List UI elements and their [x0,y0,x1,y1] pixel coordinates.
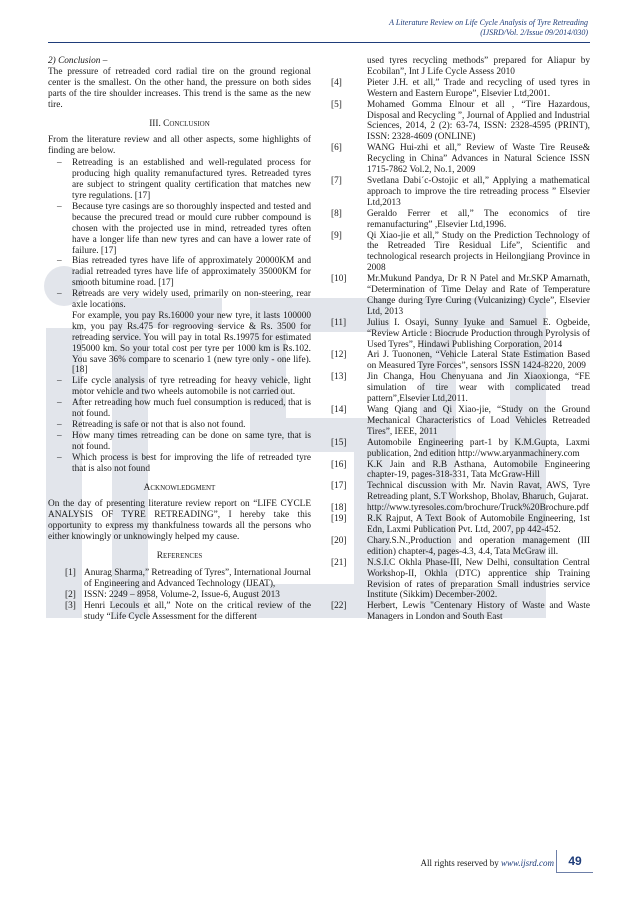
reference-item: [20] Chary.S.N.,Production and operation management (III edition) chapter-4, pages-4.3, 4.4, Tata McGraw ill. [331,535,590,557]
reference-item: [16] K.K Jain and R.B Asthana, Automobile Engineering chapter-19, pages-318-331, Tata McGraw-Hill [331,459,590,481]
page-number: 49 [556,850,593,873]
finding-item: – How many times retreading can be done on same tyre, that is not found. [57,430,311,452]
finding-item: – Life cycle analysis of tyre retreading for heavy vehicle, light motor vehicle and two wheels automobile is not carried out. [57,376,311,398]
finding-item: – Retreads are very widely used, primarily on non-steering, rear axle locations. [57,289,311,311]
footer-site-link[interactable]: www.ijsrd.com [500,858,554,868]
footer-rights [421,858,555,868]
reference-item: [2] ISSN: 2249 – 8958, Volume-2, Issue-6, August 2013 [65,589,280,600]
reference-item: [7] Svetlana Dabi´c-Ostojic et all,” Applying a mathematical approach to improve the tire retreading process ” Elsevier Ltd,2013 [331,175,590,208]
reference-item: [5] Mohamed Gomma Elnour et all , “Tire Hazardous, Disposal and Recycling ”, Journal of Applied and Industrial Sciences, 2014, 2 (2): 63-74, ISSN: 2328-4595 (PRINT), ISSN: 2328-4609 (ONLINE) [331,99,590,143]
header-title: A Literature Review on Life Cycle Analysis of Tyre Retreading [389,18,588,27]
reference-item: [9] Qi Xiao-jie et all,” Study on the Prediction Technology of the Retreaded Tire Residual Life”, Scientific and technological research projects in Heilongjiang Province in 2008 [331,230,590,274]
findings-list [48,158,311,474]
conclusion-intro: From the literature review and all other aspects, some highlights of finding are below. [48,135,311,157]
right-column [331,56,590,623]
running-header [389,18,588,38]
finding-item: – Retreading is safe or not that is also not found. [57,420,246,430]
finding-item: – Because tyre casings are so thoroughly inspected and tested and because the precured tread or mould cure rubber compound is chosen with the projected use in mind, retreaded tyres often have a longer life than new tyres and can have a lower rate of failure. [17] [57,201,311,256]
finding-item: – After retreading how much fuel consumption is reduced, that is not found. [57,398,311,420]
reference-item: [18] http://www.tyresoles.com/brochure/Truck%20Brochure.pdf [331,503,589,514]
reference-list-right [331,56,590,623]
reference-item: [13] Jin Changa, Hou Chenyuana and Jin Xiaoxionga, “FE simulation of tire wear with complicated tread pattern”,Elsevier Ltd,2011. [331,372,590,405]
reference-item: [15] Automobile Engineering part-1 by K.M.Gupta, Laxmi publication, 2nd edition http://www.aryanmachinery.com [331,437,590,459]
finding-item: – Bias retreaded tyres have life of approximately 20000KM and radial retreaded tyres have life of approximately 35000KM for smooth bitumine road. [17] [57,256,311,289]
reference-item: [6] WANG Hui-zhi et all,” Review of Waste Tire Reuse& Recycling in China” Advances in Natural Science ISSN 1715-7862 Vol.2, No.1, 2009 [331,143,590,176]
reference-item: [14] Wang Qiang and Qi Xiao-jie, “Study on the Ground Mechanical Characteristics of Load Vehicles Retreaded Tires”, IEEE, 2011 [331,405,590,437]
reference-item: [19] R.K Rajput, A Text Book of Automobile Engineering, 1st Edn, Laxmi Publication Pvt. Ltd, 2007, pp 442-452. [331,514,590,535]
reference-item: [12] Ari J. Tuononen, “Vehicle Lateral State Estimation Based on Measured Tyre Forces”, sensors ISSN 1424-8220, 2009 [331,350,590,372]
reference-list-left [48,568,311,623]
acknowledgment-text: On the day of presenting literature review report on “LIFE CYCLE ANALYSIS OF TYRE RETREADING”, I hereby take this opportunity to express my thankfulness towards all the persons who either knowingly or unknowingly helped my cause. [48,499,311,543]
acknowledgment-heading: Acknowledgment [143,482,216,493]
header-issue: (IJSRD/Vol. 2/Issue 09/2014/030) [480,28,588,37]
header-rule [48,42,590,43]
left-column [48,56,311,623]
finding-item-continued: For example, you pay Rs.16000 your new tyre, it lasts 100000 km, you pay Rs.475 for regrooving service & Rs. 3500 for retreading service. You will pay in total Rs.19975 for estimated 195000 km. So your total cost per tyre per 1000 km is Rs.102. You save 36% compare to scenario 1 (new tyre only - one life). [18] [72,310,311,376]
reference-continuation: used tyres recycling methods” prepared for Aliapur by Ecobilan”, Int J Life Cycle Assess 2010 [367,56,590,77]
reference-item: [17] Technical discussion with Mr. Navin Ravat, AWS, Tyre Retreading plant, S.T Workshop, Bholav, Bharuch, Gujarat. [331,481,590,503]
finding-item: – Retreading is an established and well-regulated process for producing high quality remanufactured tyres. Retreaded tyres are subject to stringent quality certification that matches new tyre regulations. [17] [57,158,311,201]
reference-item: [11] Julius I. Osayi, Sunny Iyuke and Samuel E. Ogbeide, “Review Article : Biocrude Production through Pyrolysis of Used Tyres”, Hindawi Publishing Corporation, 2014 [331,317,590,350]
conclusion-heading: III. Conclusion [149,118,210,129]
references-heading: References [156,551,203,562]
reference-item: [8] Geraldo Ferrer et all,” The economics of tire remanufacturing” ,Elsevier Ltd,1996. [331,208,590,230]
reference-item: [10] Mr.Mukund Pandya, Dr R N Patel and Mr.SKP Amarnath, “Determination of Time Delay and Rate of Temperature Change during Tyre Curing (Vulcanizing) Cycle”, Elsevier Ltd, 2013 [331,274,590,317]
conclusion-subsection-text: The pressure of retreaded cord radial tire on the ground regional center is the smallest. On the other hand, the pressure on both sides parts of the tire shoulder increases. This trend is the same as the new tire. [48,66,311,110]
footer-rights-text: All rights reserved by [420,858,501,868]
conclusion-subsection-title: 2) Conclusion – [48,56,108,66]
reference-item: [1] Anurag Sharma,” Retreading of Tyres”, International Journal of Engineering and Advanced Technology (IJEAT), [65,567,311,589]
finding-item: – Which process is best for improving the life of retreaded tyre that is also not found [57,452,311,474]
reference-item: [21] N.S.I.C Okhla Phase-III, New Delhi, consultation Central Workshop-II, Okhla (DTC) apprentice ship Training Revision of rates of preparation Small industries service Institute (Sikkim) December-2002. [331,557,590,601]
reference-item: [4] Pieter J.H. et all,” Trade and recycling of used tyres in Western and Eastern Europe”, Elsevier Ltd,2001. [331,77,590,99]
reference-item: [3] Henri Lecouls et all,” Note on the critical review of the study “Life Cycle Assessment for the different [65,600,311,622]
reference-item: [22] Herbert, Lewis "Centenary History of Waste and Waste Managers in London and South East [331,601,590,623]
